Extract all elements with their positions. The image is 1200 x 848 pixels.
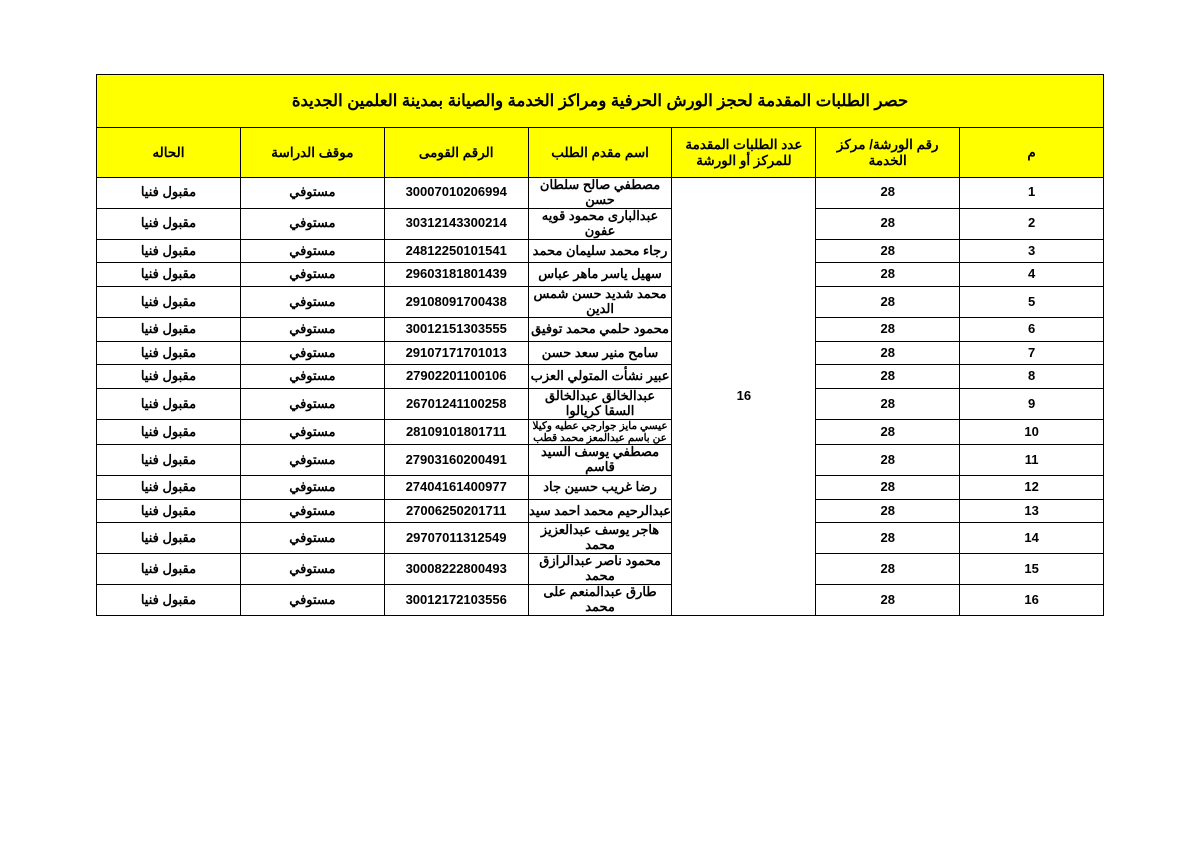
cell-serial: 10 [960,419,1104,444]
cell-workshop-number: 28 [816,475,960,499]
cell-applicant-name: مصطفي يوسف السيد قاسم [528,445,672,476]
column-header-status: الحاله [97,128,241,178]
cell-status: مقبول فنيا [97,208,241,239]
cell-workshop-number: 28 [816,287,960,318]
cell-study-status: مستوفي [240,287,384,318]
cell-status: مقبول فنيا [97,419,241,444]
cell-status: مقبول فنيا [97,499,241,523]
cell-study-status: مستوفي [240,499,384,523]
cell-applicant-name: عبدالخالق عبدالخالق السقا كريالوا [528,389,672,420]
cell-applicant-name: سهيل ياسر ماهر عباس [528,263,672,287]
table-row [97,499,1104,523]
document-sheet [96,74,1104,616]
table-row [97,365,1104,389]
cell-serial: 12 [960,475,1104,499]
cell-study-status: مستوفي [240,389,384,420]
cell-status: مقبول فنيا [97,239,241,263]
cell-status: مقبول فنيا [97,389,241,420]
cell-workshop-number: 28 [816,239,960,263]
cell-serial: 1 [960,178,1104,209]
table-row [97,475,1104,499]
cell-applicant-name: عبدالبارى محمود قويه عفون [528,208,672,239]
cell-status: مقبول فنيا [97,365,241,389]
cell-applicant-name: عبدالرحيم محمد احمد سيد [528,499,672,523]
table-row [97,445,1104,476]
cell-applicant-name: رجاء محمد سليمان محمد [528,239,672,263]
cell-study-status: مستوفي [240,341,384,365]
cell-workshop-number: 28 [816,263,960,287]
cell-workshop-number: 28 [816,585,960,616]
cell-serial: 9 [960,389,1104,420]
cell-applicant-name: محمود ناصر عبدالرازق محمد [528,554,672,585]
cell-study-status: مستوفي [240,365,384,389]
table-row [97,178,1104,209]
cell-serial: 16 [960,585,1104,616]
table-header-row [97,128,1104,178]
cell-study-status: مستوفي [240,318,384,342]
cell-serial: 6 [960,318,1104,342]
cell-national-id: 30008222800493 [384,554,528,585]
cell-national-id: 30312143300214 [384,208,528,239]
cell-workshop-number: 28 [816,389,960,420]
cell-status: مقبول فنيا [97,318,241,342]
cell-national-id: 28109101801711 [384,419,528,444]
column-header-workshop: رقم الورشة/ مركز الخدمة [816,128,960,178]
cell-workshop-number: 28 [816,318,960,342]
cell-national-id: 30007010206994 [384,178,528,209]
cell-workshop-number: 28 [816,178,960,209]
column-header-count: عدد الطلبات المقدمة للمركز أو الورشة [672,128,816,178]
column-header-national-id: الرقم القومى [384,128,528,178]
cell-status: مقبول فنيا [97,287,241,318]
table-row [97,389,1104,420]
cell-national-id: 30012151303555 [384,318,528,342]
cell-national-id: 29603181801439 [384,263,528,287]
cell-serial: 11 [960,445,1104,476]
table-row [97,523,1104,554]
cell-status: مقبول فنيا [97,263,241,287]
cell-serial: 3 [960,239,1104,263]
document-title: حصر الطلبات المقدمة لحجز الورش الحرفية ومراكز الخدمة والصيانة بمدينة العلمين الجديدة [97,75,1104,128]
cell-workshop-number: 28 [816,208,960,239]
cell-national-id: 24812250101541 [384,239,528,263]
cell-applicant-name: محمد شديد حسن شمس الدين [528,287,672,318]
cell-status: مقبول فنيا [97,341,241,365]
cell-study-status: مستوفي [240,585,384,616]
cell-study-status: مستوفي [240,178,384,209]
table-row [97,208,1104,239]
cell-national-id: 30012172103556 [384,585,528,616]
table-row [97,419,1104,444]
cell-serial: 7 [960,341,1104,365]
table-row [97,318,1104,342]
table-row [97,239,1104,263]
cell-national-id: 27006250201711 [384,499,528,523]
cell-applicant-name: عيسي مايز جوارجي عطيه وكيلا عن باسم عبدالمعز محمد قطب [528,419,672,444]
cell-status: مقبول فنيا [97,445,241,476]
cell-request-count: 16 [672,178,816,616]
cell-national-id: 29108091700438 [384,287,528,318]
cell-applicant-name: عبير نشأت المتولي العزب [528,365,672,389]
cell-applicant-name: رضا غريب حسين جاد [528,475,672,499]
cell-study-status: مستوفي [240,475,384,499]
column-header-name: اسم مقدم الطلب [528,128,672,178]
cell-serial: 15 [960,554,1104,585]
cell-serial: 4 [960,263,1104,287]
table-title-row [97,75,1104,128]
cell-national-id: 27404161400977 [384,475,528,499]
cell-national-id: 29707011312549 [384,523,528,554]
cell-serial: 13 [960,499,1104,523]
cell-applicant-name: سامح منير سعد حسن [528,341,672,365]
cell-national-id: 26701241100258 [384,389,528,420]
cell-study-status: مستوفي [240,523,384,554]
cell-national-id: 27903160200491 [384,445,528,476]
cell-workshop-number: 28 [816,341,960,365]
column-header-serial: م [960,128,1104,178]
cell-study-status: مستوفي [240,445,384,476]
table-row [97,287,1104,318]
cell-applicant-name: مصطفي صالح سلطان حسن [528,178,672,209]
table-row [97,585,1104,616]
cell-serial: 14 [960,523,1104,554]
cell-status: مقبول فنيا [97,178,241,209]
cell-status: مقبول فنيا [97,585,241,616]
cell-applicant-name: طارق عبدالمنعم على محمد [528,585,672,616]
cell-status: مقبول فنيا [97,554,241,585]
cell-workshop-number: 28 [816,499,960,523]
table-body [97,75,1104,616]
cell-status: مقبول فنيا [97,475,241,499]
cell-applicant-name: محمود حلمي محمد توفيق [528,318,672,342]
cell-study-status: مستوفي [240,208,384,239]
cell-study-status: مستوفي [240,419,384,444]
cell-serial: 5 [960,287,1104,318]
cell-study-status: مستوفي [240,554,384,585]
table-row [97,341,1104,365]
cell-workshop-number: 28 [816,419,960,444]
cell-status: مقبول فنيا [97,523,241,554]
cell-national-id: 29107171701013 [384,341,528,365]
cell-workshop-number: 28 [816,445,960,476]
table-row [97,554,1104,585]
cell-study-status: مستوفي [240,239,384,263]
cell-serial: 8 [960,365,1104,389]
cell-national-id: 27902201100106 [384,365,528,389]
cell-workshop-number: 28 [816,365,960,389]
cell-workshop-number: 28 [816,523,960,554]
cell-study-status: مستوفي [240,263,384,287]
column-header-study: موقف الدراسة [240,128,384,178]
cell-serial: 2 [960,208,1104,239]
table-row [97,263,1104,287]
applications-table [96,74,1104,616]
cell-workshop-number: 28 [816,554,960,585]
cell-applicant-name: هاجر يوسف عبدالعزيز محمد [528,523,672,554]
